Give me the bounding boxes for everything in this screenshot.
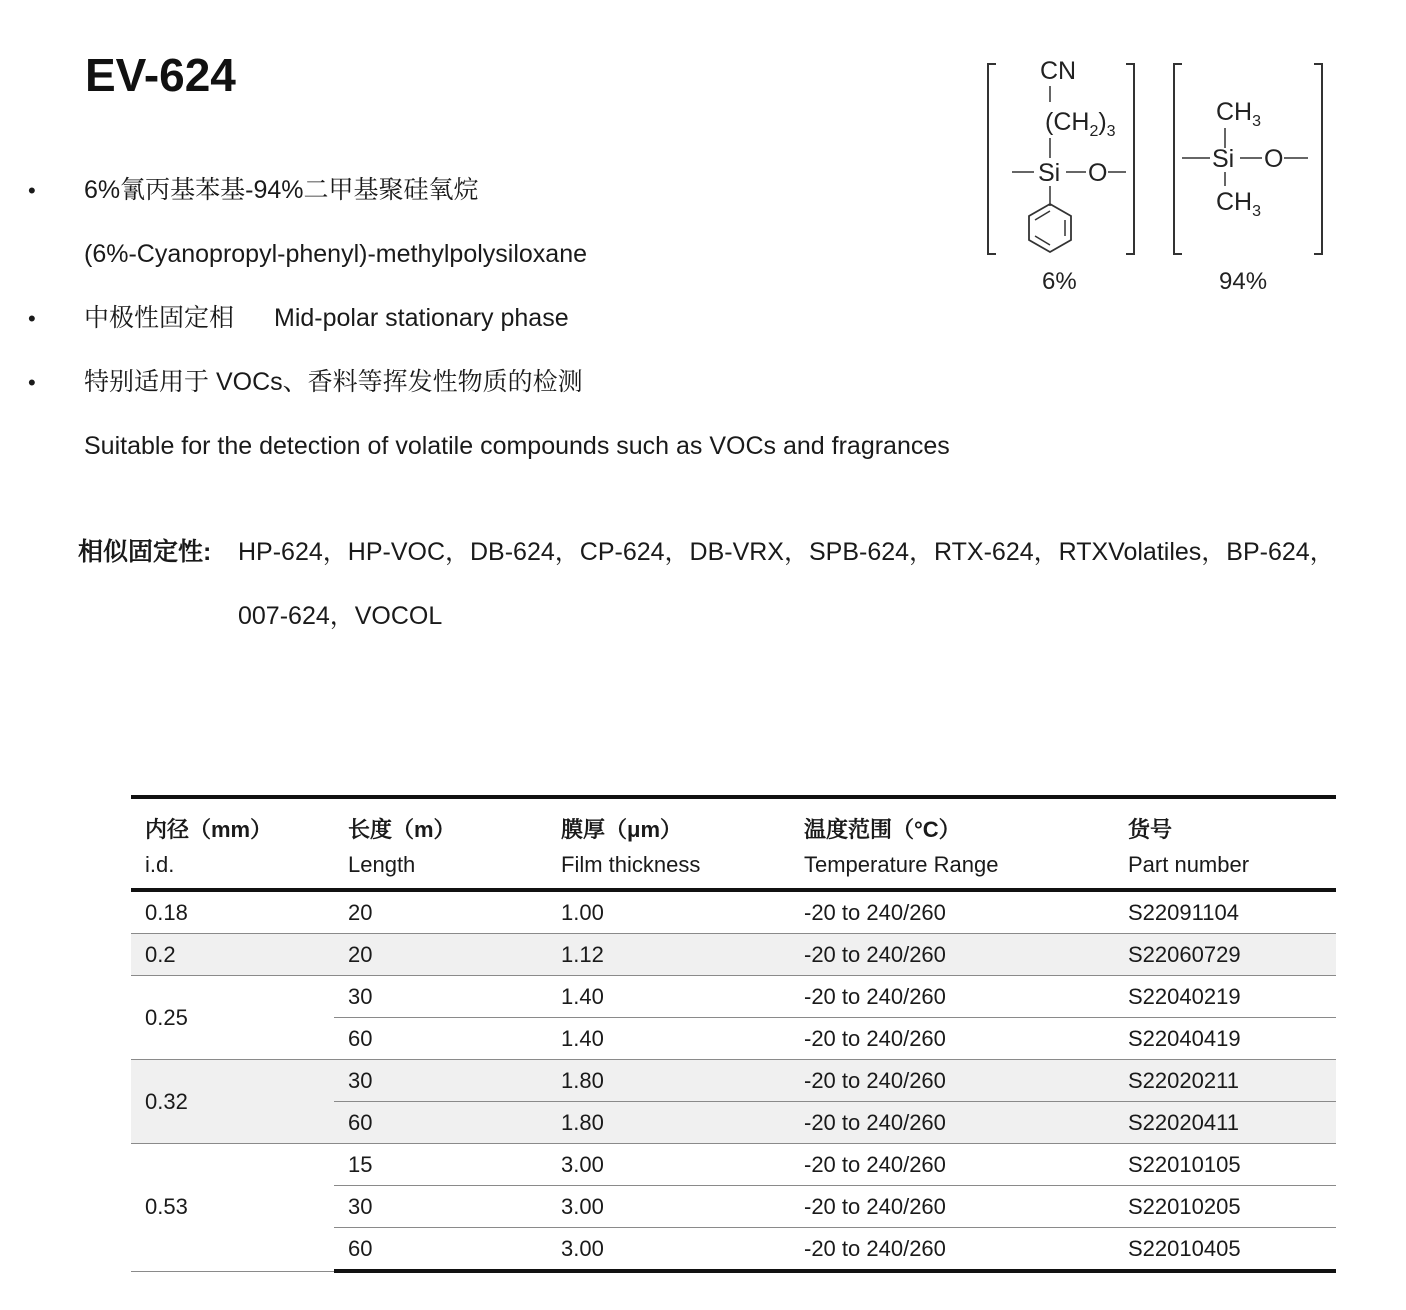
header-part-en: Part number [1114, 844, 1336, 890]
ch2-group: $(CH_2)_3$ [1045, 108, 1116, 140]
cell-temp: -20 to 240/260 [790, 890, 1114, 934]
cell-film: 1.80 [547, 1102, 790, 1144]
cell-id: 0.25 [131, 976, 334, 1060]
cell-temp: -20 to 240/260 [790, 976, 1114, 1018]
table-row [131, 1060, 1336, 1102]
table-row [131, 976, 1336, 1018]
cell-film: 1.40 [547, 976, 790, 1018]
cell-length: 60 [334, 1018, 547, 1060]
cell-film: 3.00 [547, 1144, 790, 1186]
cell-part: S22010405 [1114, 1228, 1336, 1272]
feature-3-cn: 特别适用于 VOCs、香料等挥发性物质的检测 [84, 368, 583, 396]
bullet-2: • [28, 306, 36, 331]
header-temp-cn: 温度范围（°C） [790, 797, 1114, 844]
header-part-cn: 货号 [1114, 797, 1336, 844]
header-length-cn: 长度（m） [334, 797, 547, 844]
table-row [131, 934, 1336, 976]
o-left: O [1088, 159, 1108, 187]
similar-list-2: 007-624，VOCOL [238, 602, 443, 630]
cell-part: S22091104 [1114, 890, 1336, 934]
cell-length: 60 [334, 1102, 547, 1144]
header-temp-en: Temperature Range [790, 844, 1114, 890]
cell-length: 30 [334, 1060, 547, 1102]
cell-part: S22060729 [1114, 934, 1336, 976]
similar-label: 相似固定性: [78, 538, 212, 566]
product-title: EV-624 [85, 49, 236, 101]
cell-id: 0.53 [131, 1144, 334, 1272]
feature-2 [84, 303, 569, 333]
cell-length: 20 [334, 890, 547, 934]
header-id-en: i.d. [131, 844, 334, 890]
header-row-en [131, 844, 1336, 890]
cell-id: 0.32 [131, 1060, 334, 1144]
cell-length: 20 [334, 934, 547, 976]
cell-id: 0.18 [131, 890, 334, 934]
right-bracket-close [1314, 64, 1322, 254]
cell-length: 30 [334, 1186, 547, 1228]
cell-part: S22010205 [1114, 1186, 1336, 1228]
header-film-cn: 膜厚（μm） [547, 797, 790, 844]
left-bracket-open [988, 64, 996, 254]
pct-left: 6% [1042, 268, 1077, 295]
cell-temp: -20 to 240/260 [790, 1102, 1114, 1144]
table-row [131, 890, 1336, 934]
similar-list-1: HP-624，HP-VOC，DB-624，CP-624，DB-VRX，SPB-624，RTX-624，RTXVolatiles，BP-624， [238, 538, 1335, 566]
feature-2-cn: 中极性固定相 [84, 304, 235, 332]
ch3-top: $CH_3$ [1216, 98, 1262, 130]
cell-length: 15 [334, 1144, 547, 1186]
cell-temp: -20 to 240/260 [790, 1060, 1114, 1102]
header-id-cn: 内径（mm） [131, 797, 334, 844]
bullet-3: • [28, 370, 36, 395]
cell-film: 3.00 [547, 1228, 790, 1272]
feature-3-en: Suitable for the detection of volatile compounds such as VOCs and fragrances [84, 432, 950, 460]
feature-1-en: (6%-Cyanopropyl-phenyl)-methylpolysiloxane [84, 240, 588, 268]
cell-film: 1.12 [547, 934, 790, 976]
cell-film: 1.80 [547, 1060, 790, 1102]
cell-film: 1.00 [547, 890, 790, 934]
bullet-1: • [28, 178, 36, 203]
cn-group: CN [1040, 57, 1077, 85]
spec-table [131, 795, 1336, 1273]
o-right: O [1264, 145, 1284, 173]
cell-part: S22020411 [1114, 1102, 1336, 1144]
header-length-en: Length [334, 844, 547, 890]
left-bracket-close [1126, 64, 1134, 254]
table-row [131, 1144, 1336, 1186]
feature-2-en: Mid-polar stationary phase [274, 304, 569, 332]
cell-temp: -20 to 240/260 [790, 1018, 1114, 1060]
cell-temp: -20 to 240/260 [790, 1228, 1114, 1272]
cell-film: 3.00 [547, 1186, 790, 1228]
feature-1-cn: 6%氰丙基苯基-94%二甲基聚硅氧烷 [84, 176, 479, 204]
cell-length: 60 [334, 1228, 547, 1272]
header-row-cn [131, 797, 1336, 844]
header-film-en: Film thickness [547, 844, 790, 890]
cell-part: S22020211 [1114, 1060, 1336, 1102]
similar-phases [78, 537, 211, 567]
pct-right: 94% [1219, 268, 1268, 295]
ch3-bottom: $CH_3$ [1216, 188, 1262, 220]
cell-temp: -20 to 240/260 [790, 934, 1114, 976]
si-left: Si [1038, 159, 1061, 187]
right-bracket-open [1174, 64, 1182, 254]
cell-temp: -20 to 240/260 [790, 1144, 1114, 1186]
chemical-structure [982, 54, 1332, 304]
cell-part: S22010105 [1114, 1144, 1336, 1186]
cell-part: S22040219 [1114, 976, 1336, 1018]
cell-id: 0.2 [131, 934, 334, 976]
cell-film: 1.40 [547, 1018, 790, 1060]
cell-temp: -20 to 240/260 [790, 1186, 1114, 1228]
cell-length: 30 [334, 976, 547, 1018]
cell-part: S22040419 [1114, 1018, 1336, 1060]
si-right: Si [1212, 145, 1235, 173]
